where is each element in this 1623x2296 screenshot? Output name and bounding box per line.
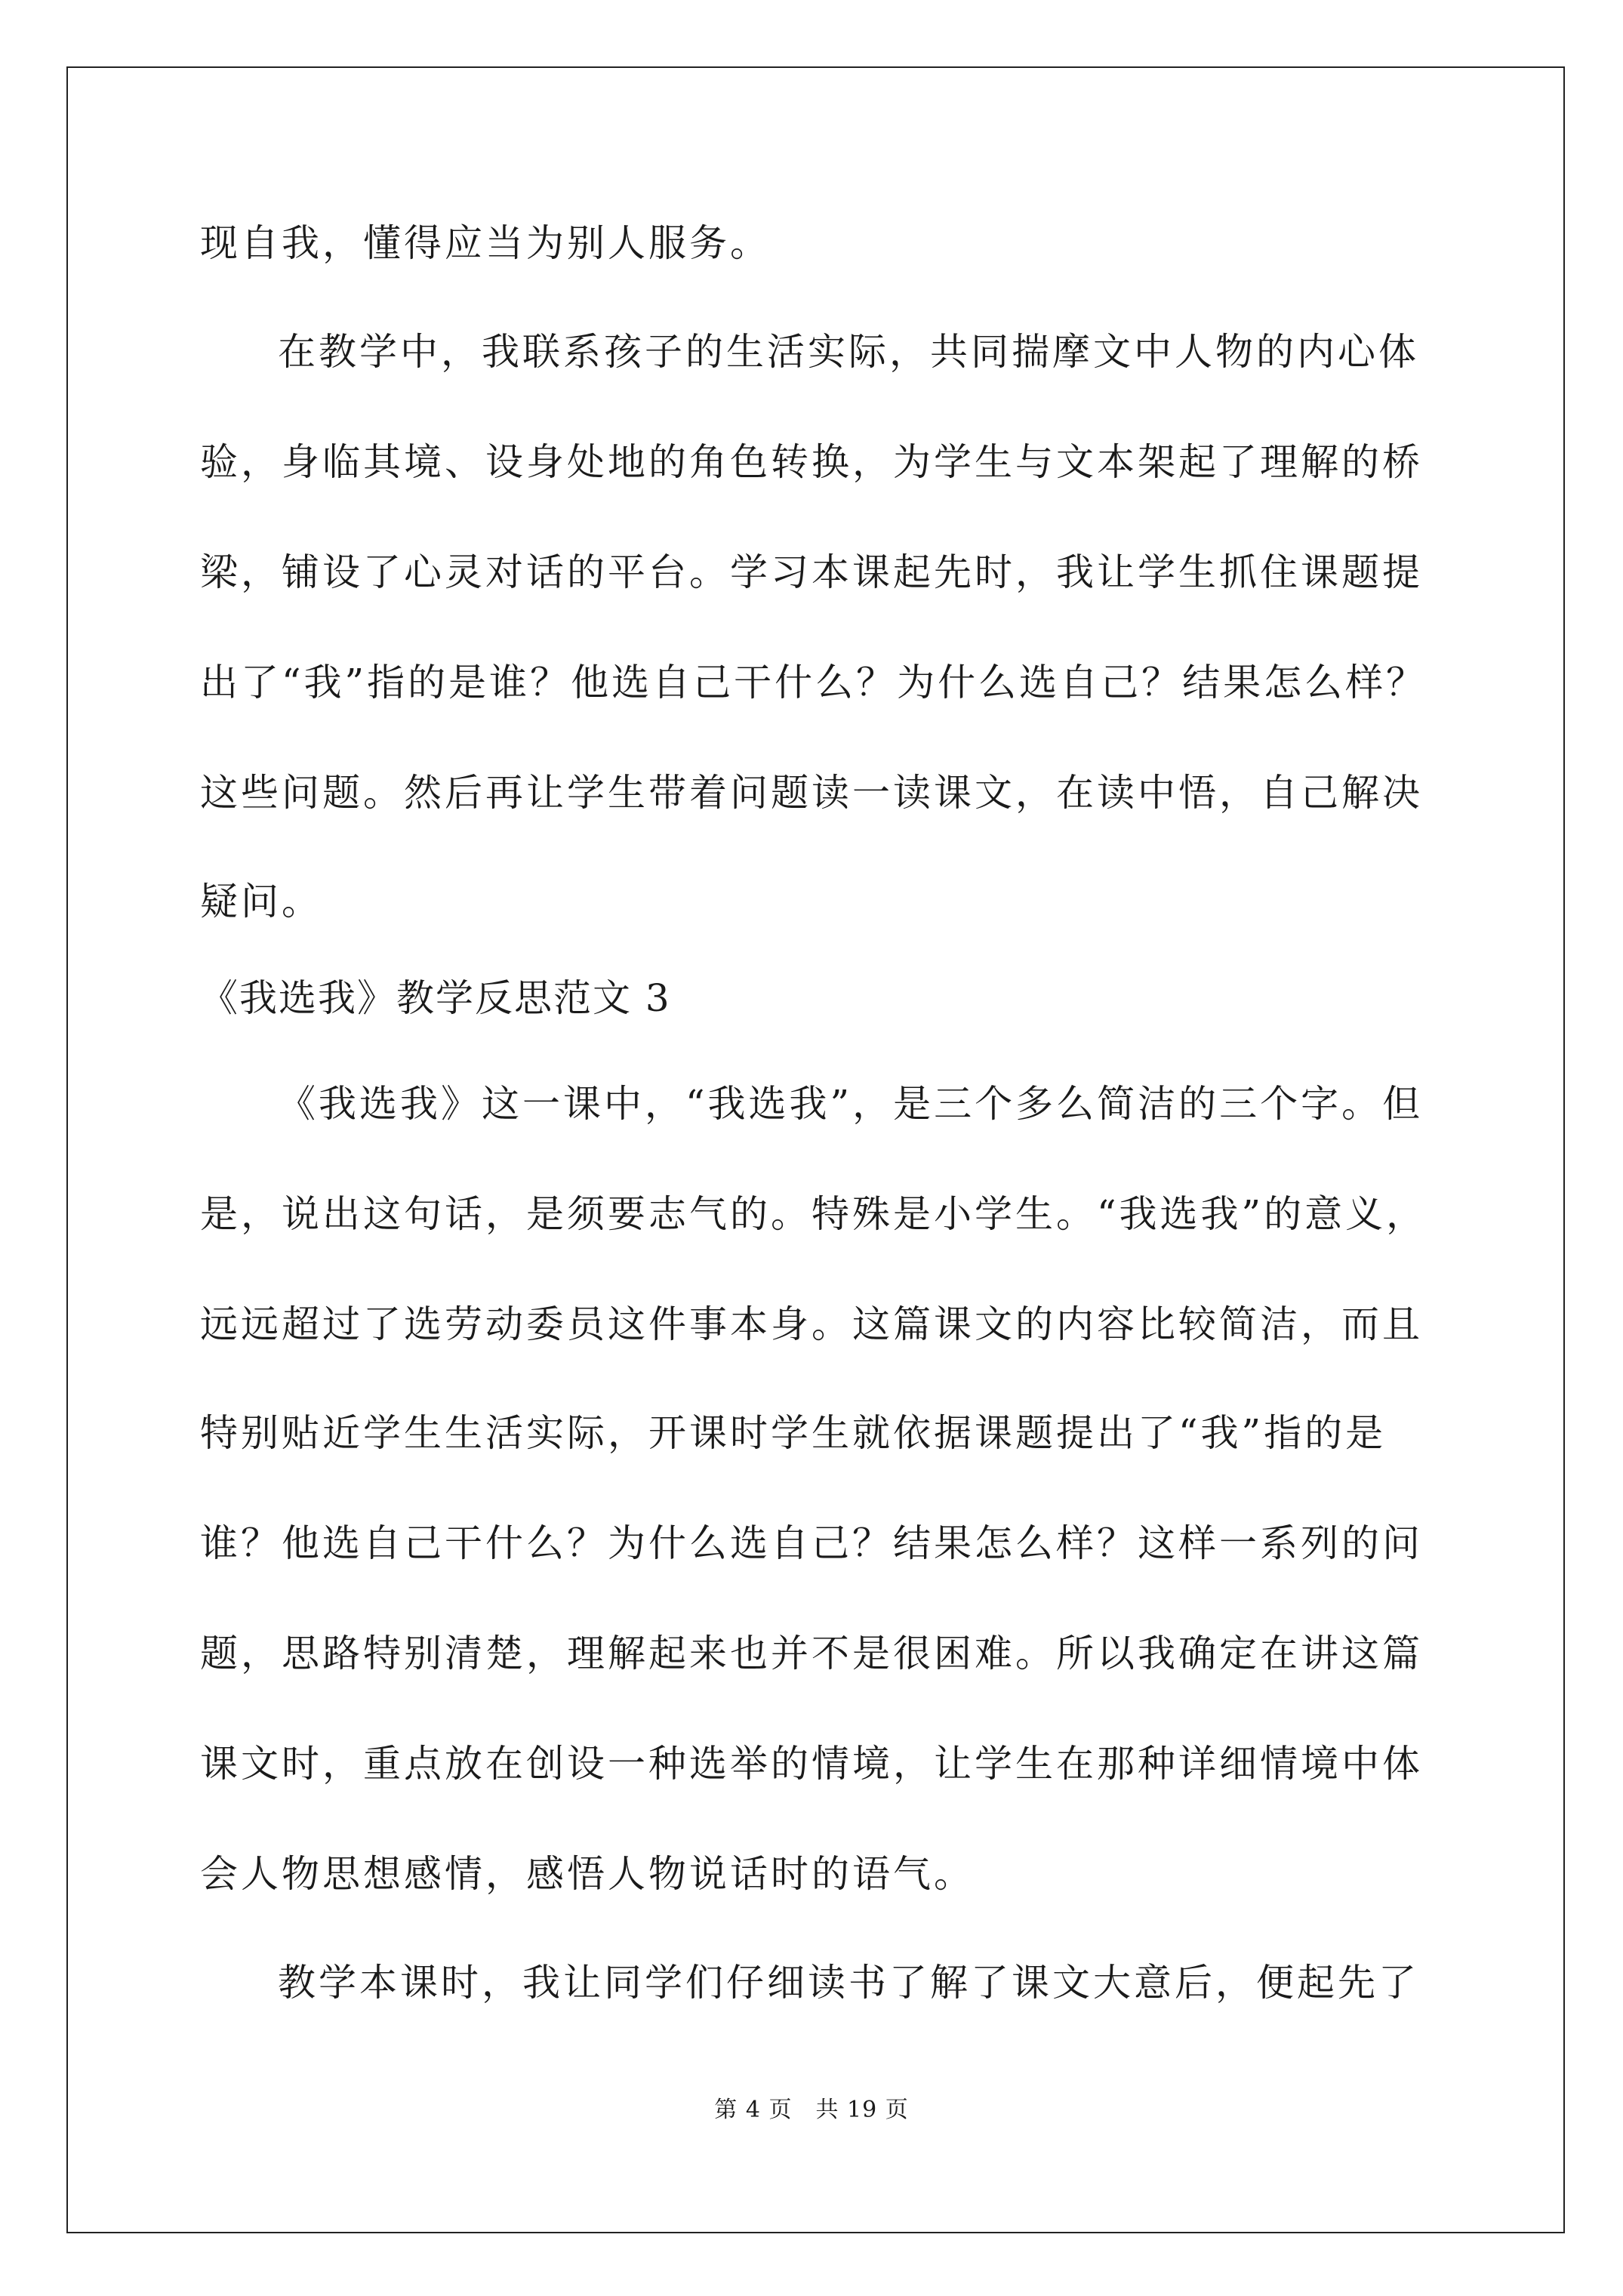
paragraph-line: 这些问题。然后再让学生带着问题读一读课文，在读中悟，自己解决 <box>200 771 1423 815</box>
page-number-footer: 第 4 页 共 19 页 <box>714 2097 909 2123</box>
paragraph-line: 特别贴近学生生活实际，开课时学生就依据课题提出了“我”指的是 <box>200 1411 1387 1455</box>
paragraph-line: 会人物思想感情，感悟人物说话时的语气。 <box>200 1852 975 1896</box>
paragraph-line: 在教学中，我联系孩子的生活实际，共同揣摩文中人物的内心体 <box>278 330 1419 374</box>
paragraph-line: 梁，铺设了心灵对话的平台。学习本课起先时，我让学生抓住课题提 <box>200 550 1423 594</box>
page-border <box>66 66 1565 2233</box>
paragraph-line: 疑问。 <box>200 880 322 923</box>
paragraph-line: 题，思路特别清楚，理解起来也并不是很困难。所以我确定在讲这篇 <box>200 1632 1423 1675</box>
paragraph-line: 教学本课时，我让同学们仔细读书了解了课文大意后，便起先了 <box>278 1961 1419 2005</box>
paragraph-line: 验，身临其境、设身处地的角色转换，为学生与文本架起了理解的桥 <box>200 440 1423 484</box>
paragraph-line: 《我选我》这一课中，“我选我”，是三个多么简洁的三个字。但 <box>278 1082 1424 1126</box>
paragraph-line: 远远超过了选劳动委员这件事本身。这篇课文的内容比较简洁，而且 <box>200 1302 1423 1346</box>
paragraph-line: 谁？他选自己干什么？为什么选自己？结果怎么样？这样一系列的问 <box>200 1521 1423 1565</box>
paragraph-line: 出了“我”指的是谁？他选自己干什么？为什么选自己？结果怎么样？ <box>200 661 1427 704</box>
paragraph-line: 课文时，重点放在创设一种选举的情境，让学生在那种详细情境中体 <box>200 1742 1423 1786</box>
section-heading: 《我选我》教学反思范文 3 <box>200 976 671 1020</box>
paragraph-line: 是，说出这句话，是须要志气的。特殊是小学生。“我选我”的意义， <box>200 1192 1427 1236</box>
paragraph-line: 现自我，懂得应当为别人服务。 <box>200 221 771 265</box>
